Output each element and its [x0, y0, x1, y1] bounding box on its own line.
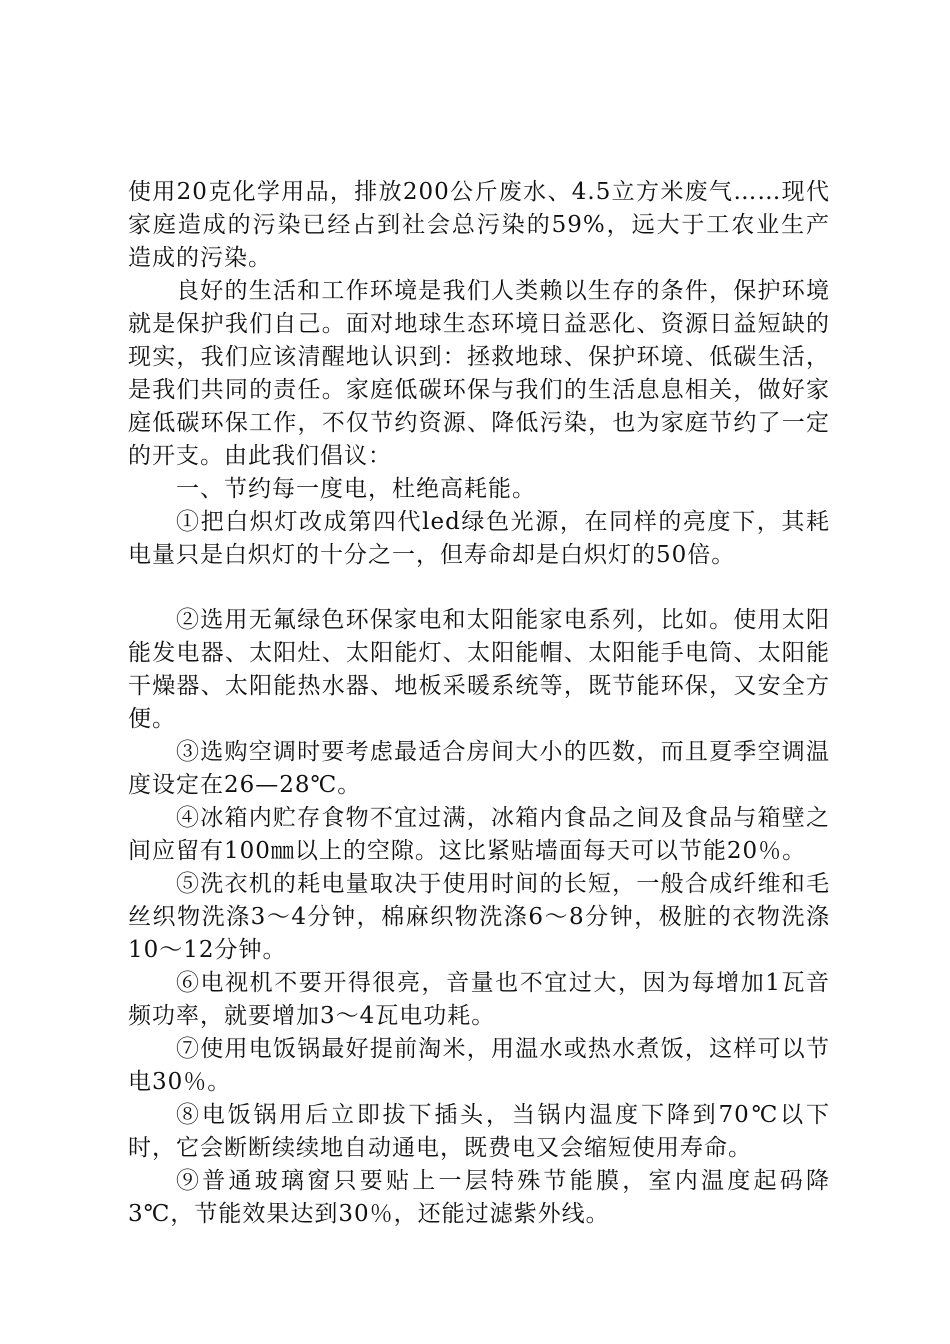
section-heading-save-electricity: 一、节约每一度电，杜绝高耗能。	[176, 476, 536, 502]
list-item-led-light: ①把白炽灯改成第四代led绿色光源，在同样的亮度下，其耗电量只是白炽灯的十分之一，但寿命却是白炽灯的50倍。	[128, 509, 830, 568]
list-item-television: ⑥电视机不要开得很亮，音量也不宜过大，因为每增加1瓦音频功率，就要增加3～4瓦电功耗。	[128, 970, 830, 1029]
paragraph-pollution-stats: 使用20克化学用品，排放200公斤废水、4.5立方米废气……现代家庭造成的污染已经占到社会总污染的59%，远大于工农业生产造成的污染。	[128, 179, 830, 271]
list-item-air-conditioner: ③选购空调时要考虑最适合房间大小的匹数，而且夏季空调温度设定在26—28℃。	[128, 739, 830, 798]
list-item-refrigerator: ④冰箱内贮存食物不宜过满，冰箱内食品之间及食品与箱壁之间应留有100㎜以上的空隙。这比紧贴墙面每天可以节能20％。	[128, 805, 830, 864]
list-item-window-film: ⑨普通玻璃窗只要贴上一层特殊节能膜，室内温度起码降3℃，节能效果达到30％，还能过滤紫外线。	[128, 1168, 830, 1227]
list-item-solar-appliances: ②选用无氟绿色环保家电和太阳能家电系列，比如。使用太阳能发电器、太阳灶、太阳能灯、太阳能帽、太阳能手电筒、太阳能干燥器、太阳能热水器、地板采暖系统等，既节能环保，又安全方便。	[128, 607, 830, 732]
paragraph-initiative-intro: 良好的生活和工作环境是我们人类赖以生存的条件，保护环境就是保护我们自己。面对地球生态环境日益恶化、资源日益短缺的现实，我们应该清醒地认识到：拯救地球、保护环境、低碳生活，是我们共同的责任。家庭低碳环保与我们的生活息息相关，做好家庭低碳环保工作，不仅节约资源、降低污染，也为家庭节约了一定的开支。由此我们倡议：	[128, 278, 830, 469]
list-item-rice-cooker-soak: ⑦使用电饭锅最好提前淘米，用温水或热水煮饭，这样可以节电30％。	[128, 1036, 830, 1095]
document-body	[128, 176, 830, 1231]
list-item-rice-cooker-unplug: ⑧电饭锅用后立即拔下插头，当锅内温度下降到70℃以下时，它会断断续续地自动通电，既费电又会缩短使用寿命。	[128, 1102, 830, 1161]
list-item-washing-machine: ⑤洗衣机的耗电量取决于使用时间的长短，一般合成纤维和毛丝织物洗涤3～4分钟，棉麻织物洗涤6～8分钟，极脏的衣物洗涤10～12分钟。	[128, 871, 830, 963]
